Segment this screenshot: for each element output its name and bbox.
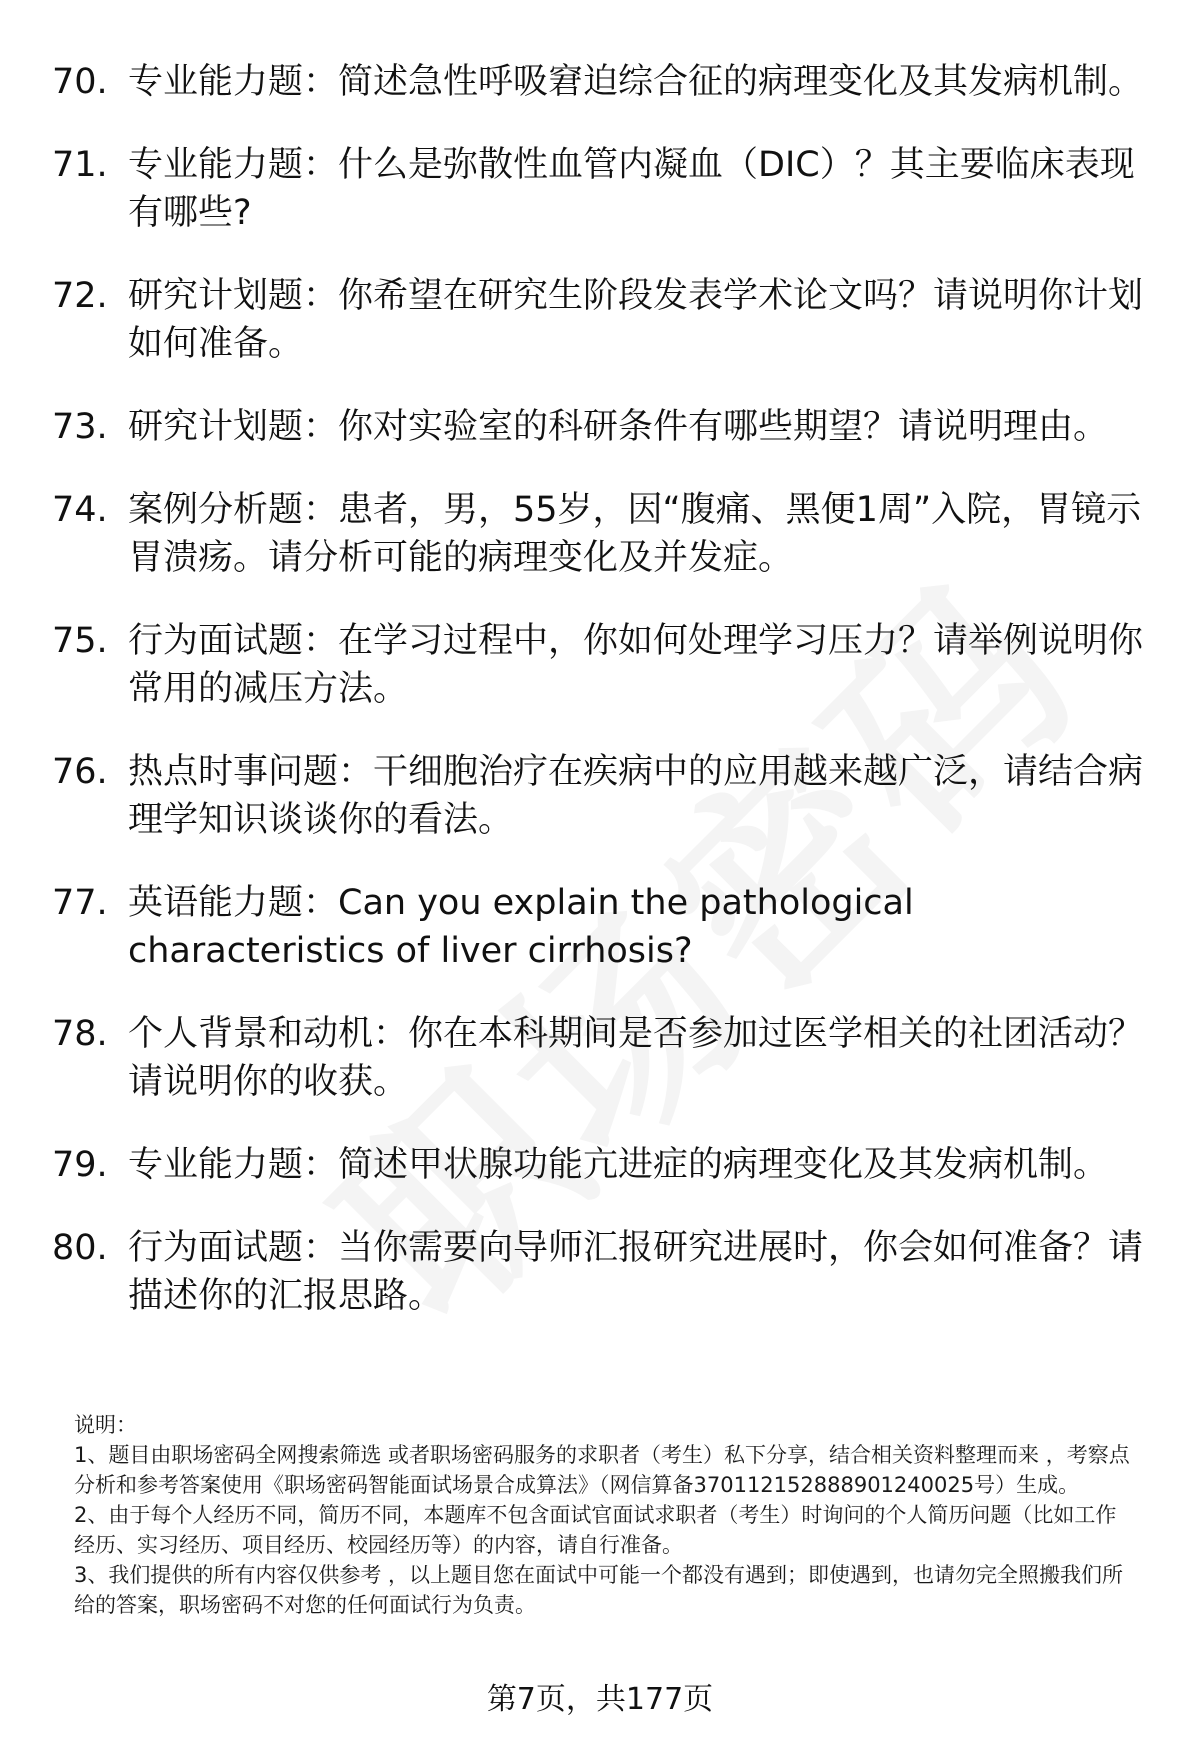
question-text: 专业能力题：什么是弥散性血管内凝血（DIC）？其主要临床表现有哪些? [128, 145, 1135, 233]
page-footer [0, 1680, 1200, 1720]
question-item [52, 748, 1162, 844]
question-number: 80. [52, 1228, 108, 1268]
question-number: 73. [52, 407, 108, 447]
question-text: 研究计划题：你对实验室的科研条件有哪些期望？请说明理由。 [128, 407, 1109, 447]
question-text: 专业能力题：简述甲状腺功能亢进症的病理变化及其发病机制。 [128, 1145, 1109, 1185]
notes-heading: 说明： [74, 1413, 137, 1437]
question-item [52, 141, 1162, 237]
question-number: 72. [52, 276, 108, 316]
note-item: 1、题目由职场密码全网搜索筛选 或者职场密码服务的求职者（考生）私下分享，结合相关资料整理而来 ，考察点分析和参考答案使用《职场密码智能面试场景合成算法》（网信算备370112152888901240025号）生成。 [74, 1443, 1130, 1497]
page-number-label: 第7页，共177页 [486, 1682, 714, 1717]
question-item [52, 272, 1162, 368]
question-item [52, 403, 1162, 451]
question-number: 75. [52, 621, 108, 661]
question-number: 77. [52, 883, 108, 923]
question-item [52, 58, 1162, 106]
question-list [52, 58, 1162, 1355]
note-item: 2、由于每个人经历不同，简历不同，本题库不包含面试官面试求职者（考生）时询问的个人简历问题（比如工作经历、实习经历、项目经历、校园经历等）的内容，请自行准备。 [74, 1503, 1117, 1557]
question-item [52, 879, 1162, 975]
question-item [52, 1224, 1162, 1320]
question-number: 76. [52, 752, 108, 792]
question-number: 79. [52, 1145, 108, 1185]
question-text: 行为面试题：当你需要向导师汇报研究进展时，你会如何准备？请描述你的汇报思路。 [128, 1228, 1144, 1316]
question-item [52, 617, 1162, 713]
question-number: 70. [52, 62, 108, 102]
question-text: 个人背景和动机：你在本科期间是否参加过医学相关的社团活动？请说明你的收获。 [128, 1014, 1144, 1102]
question-item [52, 486, 1162, 582]
note-item: 3、我们提供的所有内容仅供参考 ，以上题目您在面试中可能一个都没有遇到；即使遇到，也请勿完全照搬我们所给的答案，职场密码不对您的任何面试行为负责。 [74, 1563, 1124, 1617]
question-text: 热点时事问题：干细胞治疗在疾病中的应用越来越广泛，请结合病理学知识谈谈你的看法。 [128, 752, 1144, 840]
question-number: 74. [52, 490, 108, 530]
notes-section [74, 1410, 1134, 1620]
question-number: 71. [52, 145, 108, 185]
question-text: 案例分析题：患者，男，55岁，因“腹痛、黑便1周”入院，胃镜示胃溃疡。请分析可能的病理变化及并发症。 [128, 490, 1142, 578]
question-item [52, 1141, 1162, 1189]
question-text: 专业能力题：简述急性呼吸窘迫综合征的病理变化及其发病机制。 [128, 62, 1144, 102]
question-text: 行为面试题：在学习过程中，你如何处理学习压力？请举例说明你常用的减压方法。 [128, 621, 1144, 709]
question-text: 英语能力题：Can you explain the pathological characteristics of liver cirrhosis? [128, 883, 914, 971]
question-number: 78. [52, 1014, 108, 1054]
question-text: 研究计划题：你希望在研究生阶段发表学术论文吗？请说明你计划如何准备。 [128, 276, 1144, 364]
question-item [52, 1010, 1162, 1106]
